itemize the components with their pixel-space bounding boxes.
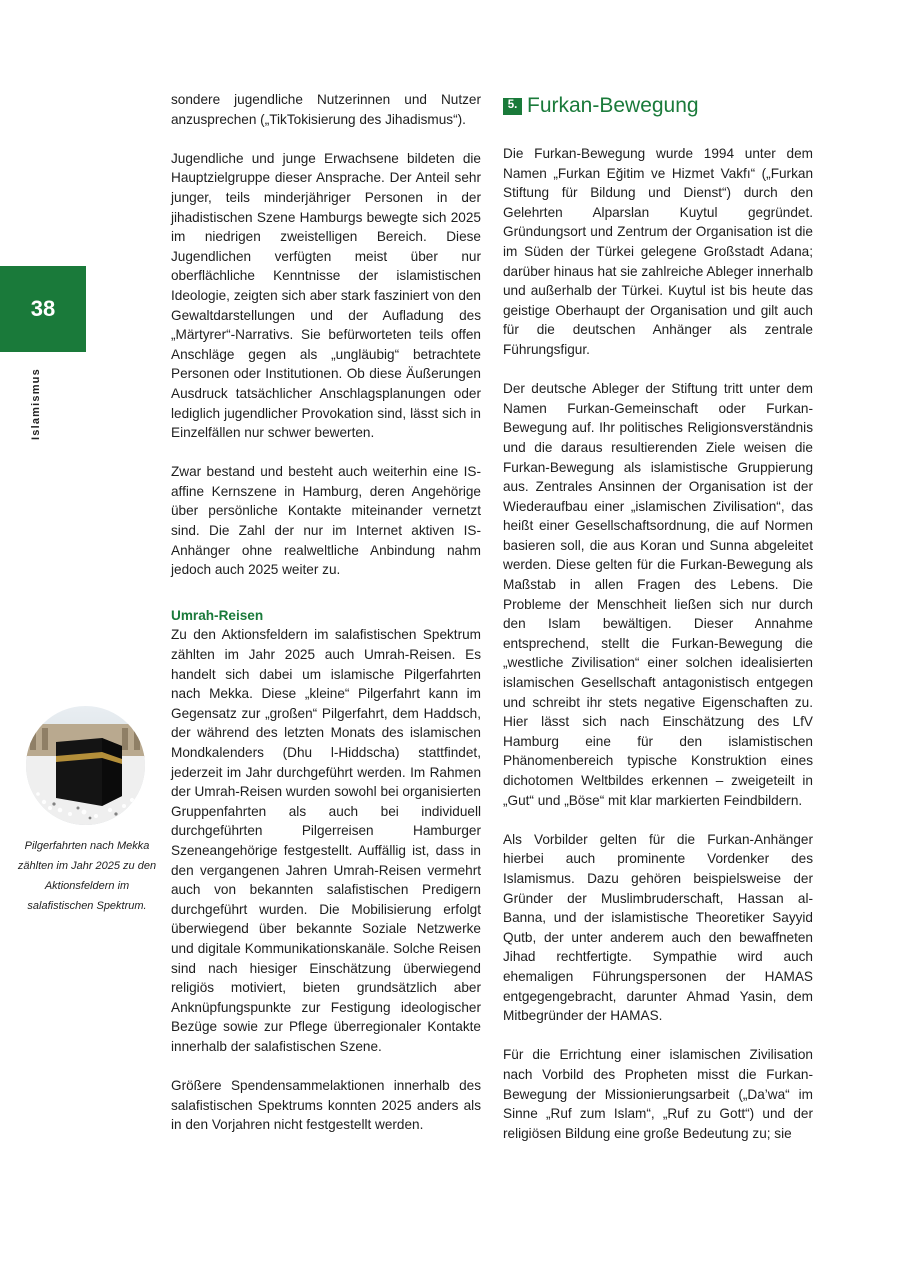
subheading-umrah: Umrah-Reisen (171, 607, 264, 623)
kaaba-illustration (26, 706, 145, 825)
right-column (503, 90, 813, 1163)
photo-caption: Pilgerfahrten nach Mekka zählten im Jahr 2025 zu den Aktionsfeldern im salafistischen Spektrum. (17, 840, 157, 912)
kaaba-photo (26, 706, 145, 825)
section-number-badge: 5. (503, 98, 522, 115)
left-column (171, 90, 481, 1154)
paragraph: Der deutsche Ableger der Stiftung tritt unter dem Namen Furkan-Gemeinschaft oder Furkan-Bewegung auf. Ihr politisches Religionsverständnis und die daraus resultierenden Ziele weisen die Furkan-Bewegung als islamistische Gruppierung aus. Zentrales Ansinnen der Organisation ist der Wiederaufbau einer „islamischen Zivilisation“, das heißt einer Gesellschaftsordnung, die auf Normen basieren soll, die aus Koran und Sunna abgeleitet werden. Diese gelten für die Furkan-Bewegung als Maßstab in allen Fragen des Lebens. Die Probleme der Menschheit ließen sich nur durch den Islam bewältigen. Dieser Annahme entsprechend, stellt die Furkan-Bewegung die „westliche Zivilisation“ einer solchen idealisierten islamischen Gesellschaft antagonistisch entgegen und schreibt ihr stets negative Eigenschaften zu. Hier lässt sich nach Einschätzung des LfV Hamburg eine für den islamistischen Phänomenbereich typische Konstruktion eines dichotomen Weltbildes erkennen – zweigeteilt in „Gut“ und „Böse“ mit klar markierten Feindbildern. (503, 381, 813, 808)
paragraph: Jugendliche und junge Erwachsene bildeten die Hauptzielgruppe dieser Ansprache. Der Anteil sehr junger, teils minderjähriger Personen in der jihadistischen Szene Hamburgs bewegte sich 2025 im niedrigen zweistelligen Bereich. Diese Jugendlichen verfügten meist über nur oberflächliche Kenntnisse der islamistischen Ideologie, zeigten sich aber stark fasziniert von den Gewaltdarstellungen und der Aufladung des „Märtyrer“-Narrativs. Sie befürworteten teils offen Anschläge gegen als „ungläubig“ betrachtete Personen oder Institutionen. Ob diese Äußerungen Ausdruck tatsächlicher Anschlagsplanungen oder lediglich jugendlicher Provokation sind, lässt sich in Einzelfällen nur schwer bewerten. (171, 150, 481, 441)
paragraph: Zwar bestand und besteht auch weiterhin eine IS-affine Kernszene in Hamburg, deren Angehörige über persönliche Kontakte miteinander vernetzt sind. Die Zahl der nur im Internet aktiven IS-Anhänger ohne realweltliche Anbindung nahm jedoch auch 2025 weiter zu. (171, 464, 481, 578)
paragraph: Die Furkan-Bewegung wurde 1994 unter dem Namen „Furkan Eğitim ve Hizmet Vakfı“ („Furkan Stiftung für Bildung und Dienst“) durch den Gelehrten Alparslan Kuytul gegründet. Gründungsort und Zentrum der Organisation ist die im Süden der Türkei gelegene Großstadt Adana; darüber hinaus hat sie zahlreiche Ableger innerhalb und außerhalb der Türkei. Kuytul ist bis heute das geistige Oberhaupt der Organisation und gilt auch für die deutschen Anhänger als zentrale Führungsfigur. (503, 146, 813, 357)
paragraph: Zu den Aktionsfeldern im salafistischen Spektrum zählten im Jahr 2025 auch Umrah-Reisen. Es handelt sich dabei um islamische Pilgerfahrten nach Mekka. Diese „kleine“ Pilgerfahrt kann im Gegensatz zur „großen“ Pilgerfahrt, dem Haddsch, der während des letzten Monats des islamischen Mondkalenders (Dhu l-Hiddscha) stattfindet, jederzeit im Jahr durchgeführt werden. Im Rahmen der Umrah-Reisen wurden sowohl bei organisierten Gruppenfahrten als auch bei individuell durchgeführten Pilgerreisen Hamburger Szeneangehörige festgestellt. Auffällig ist, dass in den vergangenen Jahren Umrah-Reisen vermehrt auch von bekannten salafistischen Predigern durchgeführt wurden. Die Mobilisierung erfolgt überwiegend über bekannte Soziale Netzwerke und digitale Kommunikationskanäle. Solche Reisen sind nach hiesiger Einschätzung überwiegend religiös motiviert, bieten grundsätzlich aber Anknüpfungspunkte zur Festigung ideologischer Bezüge sowie zur Pflege überregionaler Kontakte innerhalb der salafistischen Szene. (171, 627, 481, 1054)
paragraph: sondere jugendliche Nutzerinnen und Nutzer anzusprechen („TikTokisierung des Jihadismus“). (171, 92, 481, 127)
section-title: Furkan-Bewegung (527, 94, 699, 117)
paragraph: Als Vorbilder gelten für die Furkan-Anhänger hierbei auch prominente Vordenker des Islamismus. Dazu gehören beispielsweise der Gründer der Muslimbruderschaft, Hassan al-Banna, und der islamistische Theoretiker Sayyid Qutb, der unter anderem auch den bewaffneten Jihad rechtfertigte. Sympathie wird auch ehemaligen Führungspersonen der HAMAS entgegengebracht, darunter Ahmad Yasin, dem Mitbegründer der HAMAS. (503, 831, 813, 1024)
section-heading (503, 90, 813, 122)
page-number-tab (0, 266, 86, 352)
page-number: 38 (30, 296, 56, 321)
paragraph: Größere Spendensammelaktionen innerhalb des salafistischen Spektrums konnten 2025 anders als in den Vorjahren nicht festgestellt werden. (171, 1078, 481, 1133)
chapter-label: Islamismus (30, 368, 42, 440)
paragraph: Für die Errichtung einer islamischen Zivilisation nach Vorbild des Propheten misst die Furkan-Bewegung der Missionierungsarbeit („Da’wa“ im Sinne „Ruf zum Islam“, „Ruf zu Gott“) und der religiösen Bildung eine große Bedeutung zu; sie (503, 1047, 813, 1141)
